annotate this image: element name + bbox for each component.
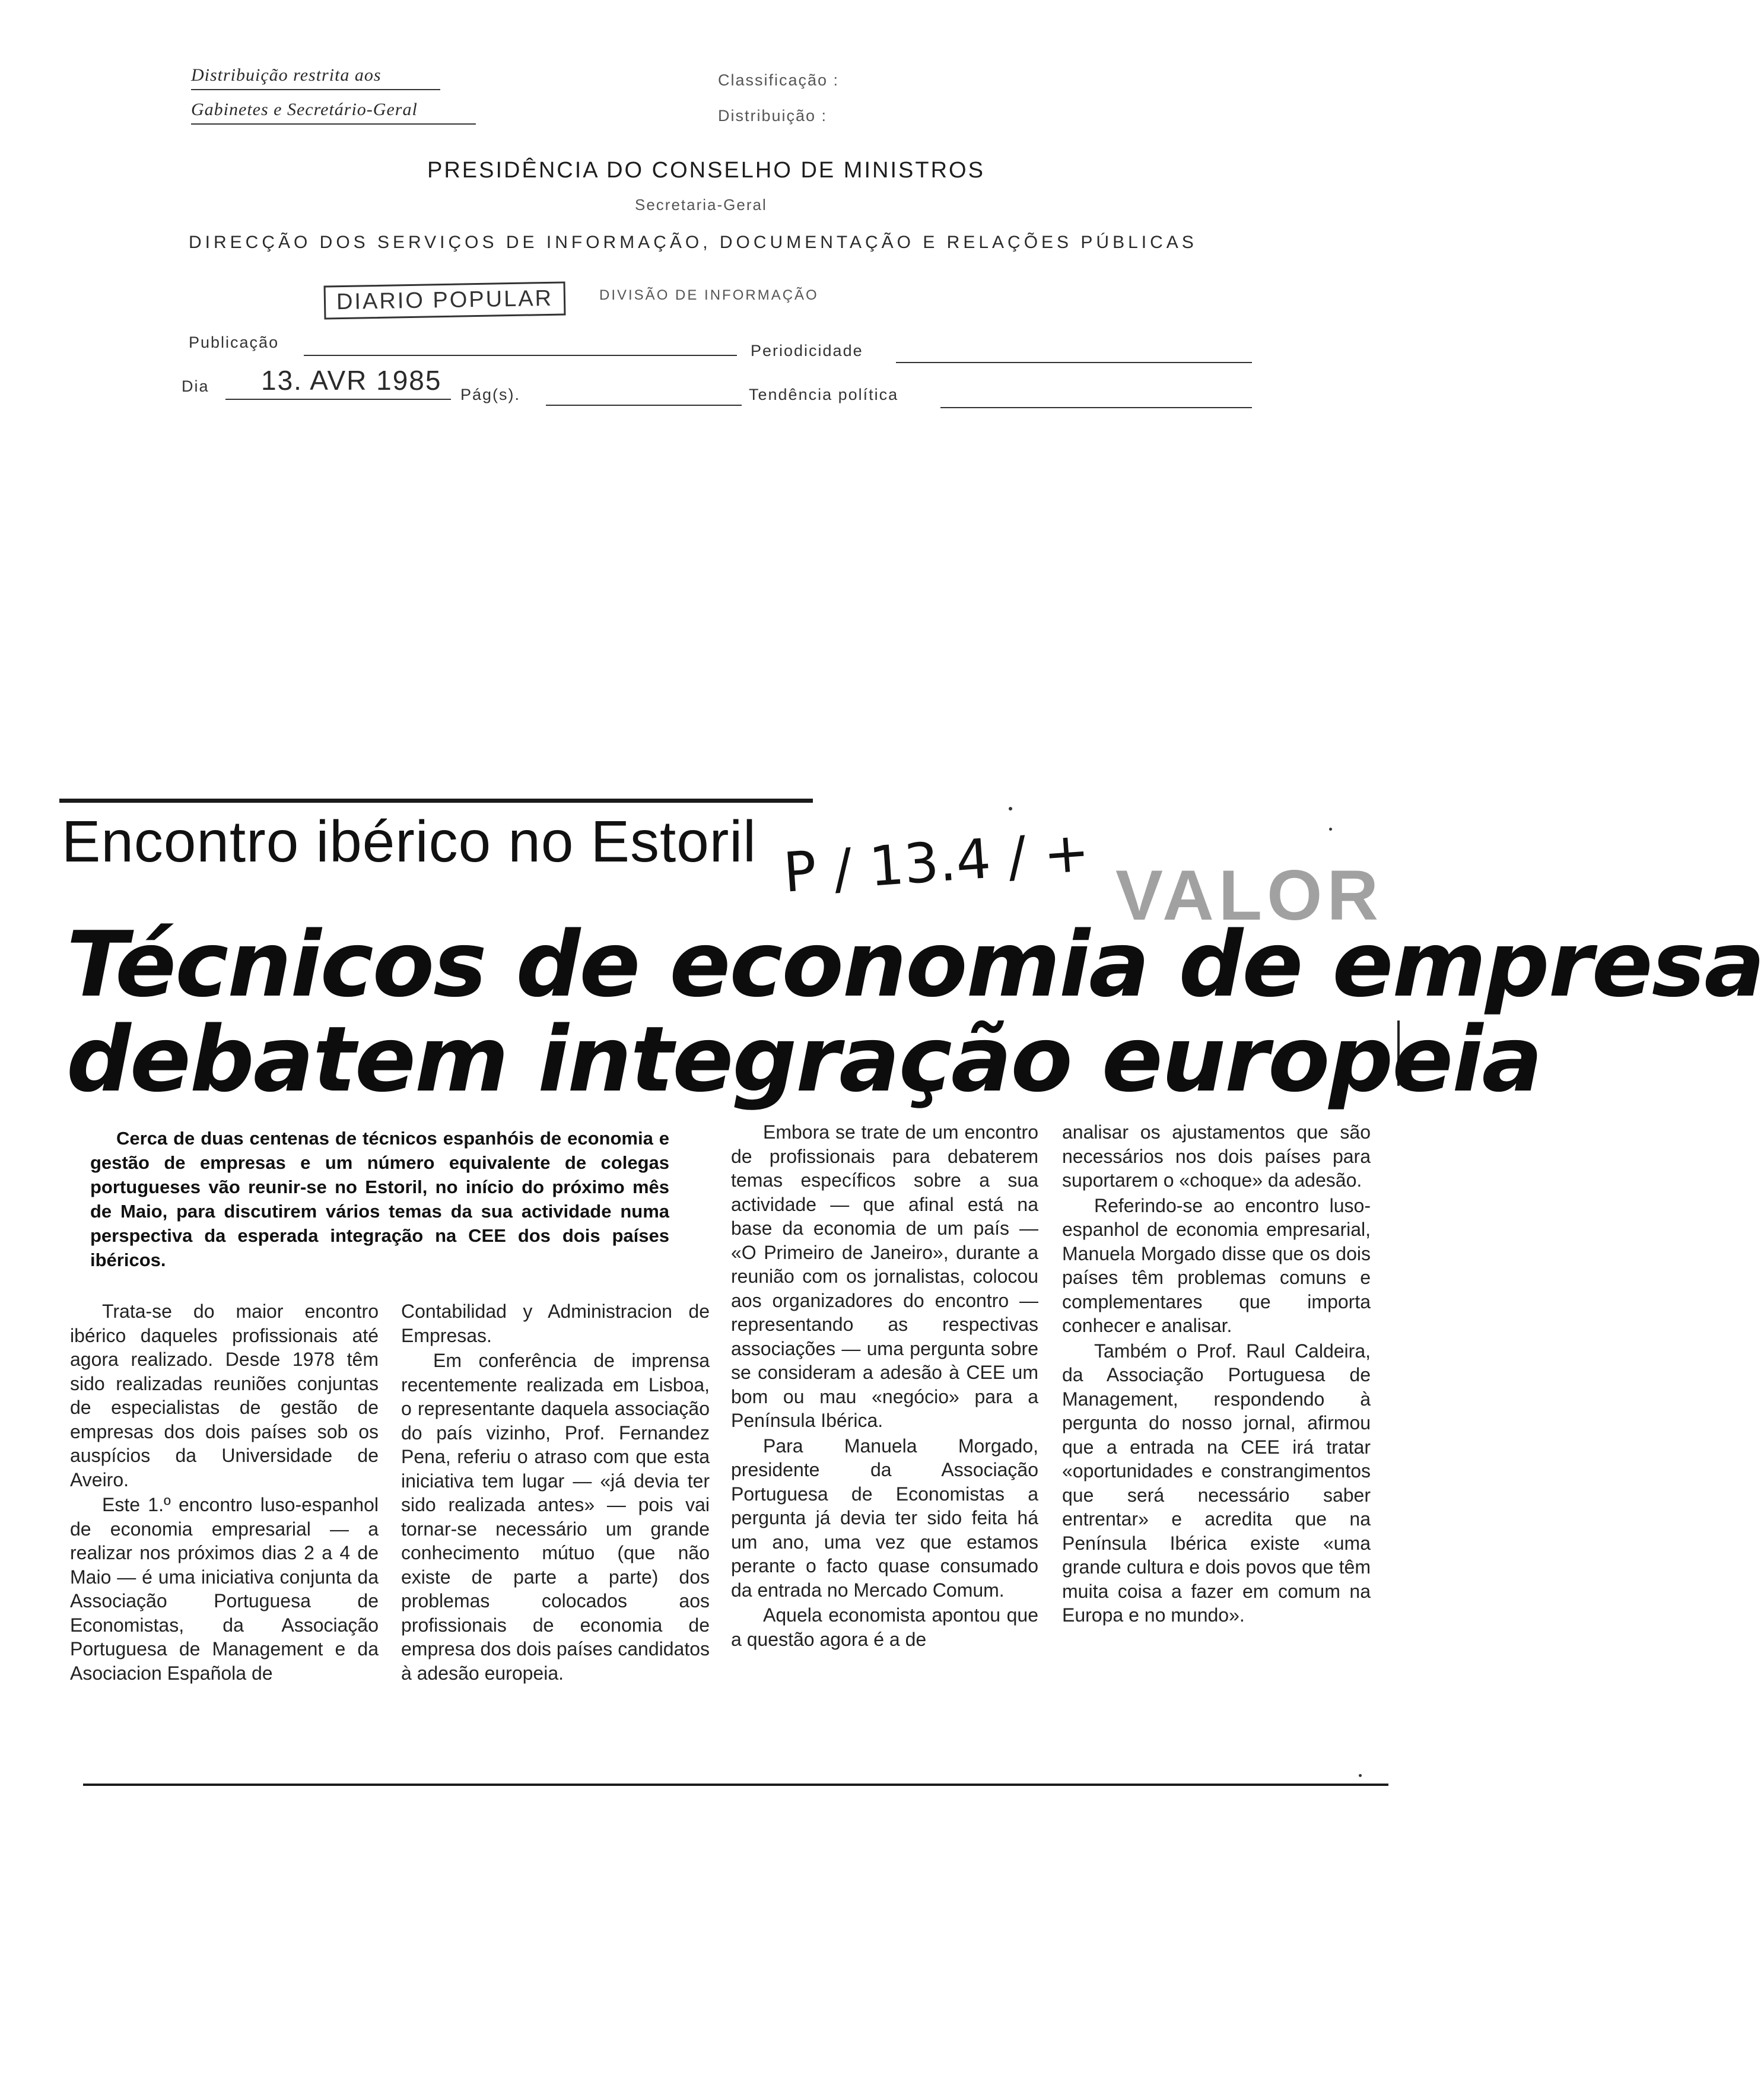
direccao-heading: DIRECÇÃO DOS SERVIÇOS DE INFORMAÇÃO, DOCUMENTAÇÃO E RELAÇÕES PÚBLICAS xyxy=(189,233,1197,252)
presidencia-heading: PRESIDÊNCIA DO CONSELHO DE MINISTROS xyxy=(427,158,985,183)
scan-speck xyxy=(1329,828,1332,831)
column-4-paragraph-3: Também o Prof. Raul Caldeira, da Associação Portuguesa de Management, respondendo à pergunta do nosso jornal, afirmou que a entrada na CEE irá tratar «oportunidades e constrangimentos que será necessário saber entrentar» e acredita que na Península Ibérica existe «uma grande cultura e dois povos que têm muita coisa a fazer em comum na Europa e no mundo». xyxy=(1062,1340,1371,1626)
column-4 xyxy=(1062,1120,1371,1627)
pags-label: Pág(s). xyxy=(460,386,521,403)
distribution-underline-1 xyxy=(191,89,440,90)
kicker-headline: Encontro ibérico no Estoril xyxy=(62,809,757,874)
divisao-label: DIVISÃO DE INFORMAÇÃO xyxy=(599,287,819,303)
tendencia-label: Tendência política xyxy=(749,386,899,403)
column-3-paragraph-3: Aquela economista apontou que a questão agora é a de xyxy=(731,1604,1038,1650)
periodicidade-line xyxy=(896,362,1252,363)
column-3-paragraph-1: Embora se trate de um encontro de profissionais para debaterem temas específicos sobre a sua actividade — que afinal está na base da economia de um país — «O Primeiro de Janeiro», durante a reunião com os jornalistas, colocou aos organizadores do encontro — representando as respectivas associações — uma pergunta sobre se consideram a adesão à CEE um bom ou mau «negócio» para a Península Ibérica. xyxy=(731,1121,1038,1431)
column-3 xyxy=(731,1120,1038,1651)
column-1 xyxy=(70,1299,379,1685)
distribution-note-line1: Distribuição restrita aos xyxy=(191,65,382,85)
top-rule xyxy=(59,799,813,803)
column-4-paragraph-1: analisar os ajustamentos que são necessários nos dois países para suportarem o «choque» da adesão. xyxy=(1062,1121,1371,1191)
publicacao-line xyxy=(304,355,737,356)
scan-speck xyxy=(1009,807,1012,810)
dia-line xyxy=(225,399,451,400)
distribution-underline-2 xyxy=(191,123,476,125)
dia-label: Dia xyxy=(182,377,209,395)
lead-paragraph: Cerca de duas centenas de técnicos espanhóis de economia e gestão de empresas e um número equivalente de colegas portugueses vão reunir-se no Estoril, no início do próximo mês de Maio, para discutirem vários temas da sua actividade numa perspectiva da esperada integração na CEE dos dois países ibéricos. xyxy=(90,1128,669,1270)
bleed-through-text: VALOR xyxy=(1115,856,1384,935)
column-1-paragraph-1: Trata-se do maior encontro ibérico daqueles profissionais até agora realizado. Desde 1978 têm sido realizadas reuniões conjuntas de especialistas de gestão de empresas dos dois países sob os auspícios da Universidade de Aveiro. xyxy=(70,1301,379,1490)
publication-stamp: DIARIO POPULAR xyxy=(324,281,566,319)
column-3-paragraph-2: Para Manuela Morgado, presidente da Associação Portuguesa de Economistas a pergunta já devia ter sido feita há um ano, uma vez que estamos perante o facto quase consumado da entrada no Mercado Comum. xyxy=(731,1435,1038,1601)
secretaria-geral: Secretaria-Geral xyxy=(635,196,767,214)
tendencia-line xyxy=(940,407,1252,408)
column-2 xyxy=(401,1299,710,1685)
column-2-paragraph-2: Em conferência de imprensa recentemente realizada em Lisboa, o representante daquela associação do país vizinho, Prof. Fernandez Pena, referiu o atraso com que esta iniciativa tem lugar — «já devia ter sido realizada antes» — pois vai tornar-se necessário um grande conhecimento mútuo (que não existe de parte a parte) dos problemas colocados aos profissionais de economia de empresa dos dois países candidatos à adesão europeia. xyxy=(401,1350,710,1684)
distribution-note-line2: Gabinetes e Secretário-Geral xyxy=(191,100,418,119)
scan-speck xyxy=(1359,1774,1362,1777)
column-2-paragraph-1: Contabilidad y Administracion de Empresas. xyxy=(401,1301,710,1346)
periodicidade-label: Periodicidade xyxy=(751,342,863,360)
dia-value: 13. AVR 1985 xyxy=(261,365,442,396)
pags-line xyxy=(546,405,742,406)
headline-line-1: Técnicos de economia de empresa xyxy=(66,912,1764,1017)
handwritten-annotation: P / 13.4 / + xyxy=(781,820,1092,905)
publicacao-label: Publicação xyxy=(189,333,279,351)
column-1-paragraph-2: Este 1.º encontro luso-espanhol de economia empresarial — a realizar nos próximos dias 2 a 4 de Maio — é uma iniciativa conjunta da Associação Portuguesa de Economistas, da Associação Portuguesa de Management e da Asociacion Española de xyxy=(70,1494,379,1684)
bottom-rule xyxy=(83,1784,1388,1786)
distribuicao-label: Distribuição : xyxy=(718,107,828,125)
headline-line-2: debatem integração europeia xyxy=(66,1007,1541,1112)
classificacao-label: Classificação : xyxy=(718,71,840,89)
column-4-paragraph-2: Referindo-se ao encontro luso-espanhol de economia empresarial, Manuela Morgado disse que os dois países têm problemas comuns e complementares que importa conhecer e analisar. xyxy=(1062,1194,1371,1336)
